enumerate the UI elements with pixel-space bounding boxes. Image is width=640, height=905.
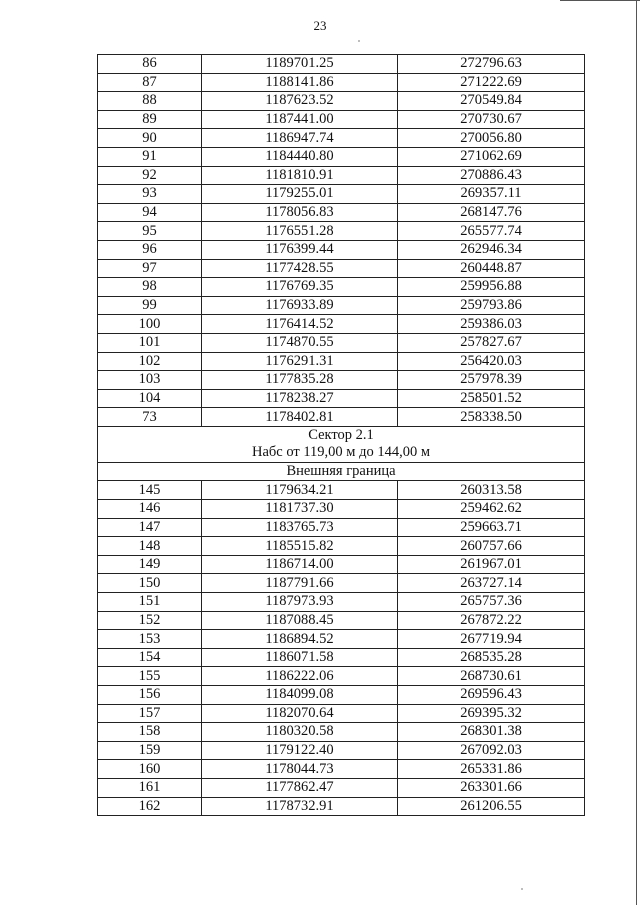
y-coordinate-cell: 269357.11: [398, 185, 585, 204]
x-coordinate-cell: 1178044.73: [202, 760, 398, 779]
y-coordinate-cell: 259386.03: [398, 315, 585, 334]
table-row: [98, 778, 585, 797]
point-number-cell: 92: [98, 166, 202, 185]
point-number-cell: 91: [98, 147, 202, 166]
x-coordinate-cell: 1189701.25: [202, 55, 398, 74]
point-number-cell: 95: [98, 222, 202, 241]
table-row: [98, 110, 585, 129]
point-number-cell: 99: [98, 296, 202, 315]
table-row: [98, 704, 585, 723]
table-row: [98, 92, 585, 111]
y-coordinate-cell: 261967.01: [398, 555, 585, 574]
x-coordinate-cell: 1176414.52: [202, 315, 398, 334]
x-coordinate-cell: 1180320.58: [202, 723, 398, 742]
sector-subtitle: Набс от 119,00 м до 144,00 м: [251, 444, 431, 461]
sector-title-cell: [98, 426, 585, 462]
table-row: [98, 648, 585, 667]
scan-speck: [521, 888, 523, 890]
point-number-cell: 160: [98, 760, 202, 779]
y-coordinate-cell: 260448.87: [398, 259, 585, 278]
table-row: [98, 797, 585, 816]
y-coordinate-cell: 269596.43: [398, 686, 585, 705]
y-coordinate-cell: 267872.22: [398, 611, 585, 630]
scan-edge-line-top: [560, 0, 640, 1]
y-coordinate-cell: 268301.38: [398, 723, 585, 742]
table-row: [98, 333, 585, 352]
sector-title-row: [98, 426, 585, 462]
point-number-cell: 103: [98, 371, 202, 390]
point-number-cell: 150: [98, 574, 202, 593]
table-row: [98, 408, 585, 427]
y-coordinate-cell: 270549.84: [398, 92, 585, 111]
point-number-cell: 87: [98, 73, 202, 92]
y-coordinate-cell: 265577.74: [398, 222, 585, 241]
x-coordinate-cell: 1186894.52: [202, 630, 398, 649]
point-number-cell: 102: [98, 352, 202, 371]
table-body-bottom: [98, 481, 585, 816]
point-number-cell: 97: [98, 259, 202, 278]
point-number-cell: 98: [98, 278, 202, 297]
x-coordinate-cell: 1177862.47: [202, 778, 398, 797]
x-coordinate-cell: 1187088.45: [202, 611, 398, 630]
table-row: [98, 667, 585, 686]
sector-title: Сектор 2.1: [308, 426, 374, 443]
x-coordinate-cell: 1174870.55: [202, 333, 398, 352]
y-coordinate-cell: 263727.14: [398, 574, 585, 593]
y-coordinate-cell: 258501.52: [398, 389, 585, 408]
x-coordinate-cell: 1186222.06: [202, 667, 398, 686]
y-coordinate-cell: 256420.03: [398, 352, 585, 371]
point-number-cell: 90: [98, 129, 202, 148]
x-coordinate-cell: 1177428.55: [202, 259, 398, 278]
y-coordinate-cell: 269395.32: [398, 704, 585, 723]
y-coordinate-cell: 257978.39: [398, 371, 585, 390]
y-coordinate-cell: 258338.50: [398, 408, 585, 427]
x-coordinate-cell: 1187441.00: [202, 110, 398, 129]
boundary-label: Внешняя граница: [98, 462, 585, 481]
point-number-cell: 162: [98, 797, 202, 816]
table-row: [98, 389, 585, 408]
table-row: [98, 760, 585, 779]
x-coordinate-cell: 1179634.21: [202, 481, 398, 500]
x-coordinate-cell: 1176769.35: [202, 278, 398, 297]
point-number-cell: 161: [98, 778, 202, 797]
table-row: [98, 296, 585, 315]
table-row: [98, 574, 585, 593]
point-number-cell: 159: [98, 741, 202, 760]
table-row: [98, 185, 585, 204]
x-coordinate-cell: 1187973.93: [202, 593, 398, 612]
point-number-cell: 89: [98, 110, 202, 129]
scan-edge-line: [636, 0, 637, 905]
table-row: [98, 315, 585, 334]
table-row: [98, 166, 585, 185]
table-row: [98, 537, 585, 556]
table-row: [98, 555, 585, 574]
x-coordinate-cell: 1178238.27: [202, 389, 398, 408]
table-row: [98, 278, 585, 297]
table-row: [98, 147, 585, 166]
x-coordinate-cell: 1184440.80: [202, 147, 398, 166]
y-coordinate-cell: 259956.88: [398, 278, 585, 297]
x-coordinate-cell: 1179122.40: [202, 741, 398, 760]
point-number-cell: 156: [98, 686, 202, 705]
point-number-cell: 149: [98, 555, 202, 574]
table-row: [98, 518, 585, 537]
point-number-cell: 151: [98, 593, 202, 612]
y-coordinate-cell: 265757.36: [398, 593, 585, 612]
sector-header: [98, 426, 585, 481]
table-row: [98, 240, 585, 259]
boundary-row: [98, 462, 585, 481]
table-row: [98, 55, 585, 74]
y-coordinate-cell: 261206.55: [398, 797, 585, 816]
x-coordinate-cell: 1179255.01: [202, 185, 398, 204]
point-number-cell: 154: [98, 648, 202, 667]
y-coordinate-cell: 259462.62: [398, 500, 585, 519]
table-row: [98, 500, 585, 519]
y-coordinate-cell: 259793.86: [398, 296, 585, 315]
point-number-cell: 101: [98, 333, 202, 352]
y-coordinate-cell: 270056.80: [398, 129, 585, 148]
y-coordinate-cell: 259663.71: [398, 518, 585, 537]
point-number-cell: 147: [98, 518, 202, 537]
table-row: [98, 611, 585, 630]
point-number-cell: 152: [98, 611, 202, 630]
table-row: [98, 352, 585, 371]
point-number-cell: 104: [98, 389, 202, 408]
point-number-cell: 96: [98, 240, 202, 259]
y-coordinate-cell: 262946.34: [398, 240, 585, 259]
y-coordinate-cell: 271062.69: [398, 147, 585, 166]
x-coordinate-cell: 1176551.28: [202, 222, 398, 241]
point-number-cell: 148: [98, 537, 202, 556]
x-coordinate-cell: 1183765.73: [202, 518, 398, 537]
x-coordinate-cell: 1176399.44: [202, 240, 398, 259]
point-number-cell: 157: [98, 704, 202, 723]
y-coordinate-cell: 263301.66: [398, 778, 585, 797]
table-row: [98, 481, 585, 500]
x-coordinate-cell: 1185515.82: [202, 537, 398, 556]
y-coordinate-cell: 267719.94: [398, 630, 585, 649]
coordinates-table: [97, 54, 585, 816]
y-coordinate-cell: 270886.43: [398, 166, 585, 185]
table-row: [98, 686, 585, 705]
point-number-cell: 158: [98, 723, 202, 742]
table-row: [98, 203, 585, 222]
scan-speck: [358, 40, 360, 42]
x-coordinate-cell: 1187623.52: [202, 92, 398, 111]
x-coordinate-cell: 1187791.66: [202, 574, 398, 593]
x-coordinate-cell: 1186714.00: [202, 555, 398, 574]
y-coordinate-cell: 267092.03: [398, 741, 585, 760]
x-coordinate-cell: 1188141.86: [202, 73, 398, 92]
table-row: [98, 723, 585, 742]
point-number-cell: 94: [98, 203, 202, 222]
table-row: [98, 741, 585, 760]
y-coordinate-cell: 270730.67: [398, 110, 585, 129]
x-coordinate-cell: 1178732.91: [202, 797, 398, 816]
point-number-cell: 155: [98, 667, 202, 686]
x-coordinate-cell: 1186947.74: [202, 129, 398, 148]
point-number-cell: 93: [98, 185, 202, 204]
x-coordinate-cell: 1178402.81: [202, 408, 398, 427]
x-coordinate-cell: 1178056.83: [202, 203, 398, 222]
point-number-cell: 145: [98, 481, 202, 500]
y-coordinate-cell: 260757.66: [398, 537, 585, 556]
x-coordinate-cell: 1182070.64: [202, 704, 398, 723]
y-coordinate-cell: 271222.69: [398, 73, 585, 92]
x-coordinate-cell: 1177835.28: [202, 371, 398, 390]
y-coordinate-cell: 265331.86: [398, 760, 585, 779]
y-coordinate-cell: 272796.63: [398, 55, 585, 74]
y-coordinate-cell: 268535.28: [398, 648, 585, 667]
table-row: [98, 129, 585, 148]
point-number-cell: 100: [98, 315, 202, 334]
x-coordinate-cell: 1176291.31: [202, 352, 398, 371]
table-row: [98, 73, 585, 92]
table-row: [98, 593, 585, 612]
y-coordinate-cell: 257827.67: [398, 333, 585, 352]
page-number: 23: [313, 18, 327, 33]
x-coordinate-cell: 1181810.91: [202, 166, 398, 185]
x-coordinate-cell: 1176933.89: [202, 296, 398, 315]
y-coordinate-cell: 268147.76: [398, 203, 585, 222]
table-body-top: [98, 55, 585, 427]
table-row: [98, 371, 585, 390]
x-coordinate-cell: 1181737.30: [202, 500, 398, 519]
point-number-cell: 146: [98, 500, 202, 519]
y-coordinate-cell: 260313.58: [398, 481, 585, 500]
point-number-cell: 73: [98, 408, 202, 427]
point-number-cell: 88: [98, 92, 202, 111]
table-row: [98, 259, 585, 278]
y-coordinate-cell: 268730.61: [398, 667, 585, 686]
x-coordinate-cell: 1184099.08: [202, 686, 398, 705]
point-number-cell: 86: [98, 55, 202, 74]
x-coordinate-cell: 1186071.58: [202, 648, 398, 667]
table-row: [98, 222, 585, 241]
table-row: [98, 630, 585, 649]
point-number-cell: 153: [98, 630, 202, 649]
